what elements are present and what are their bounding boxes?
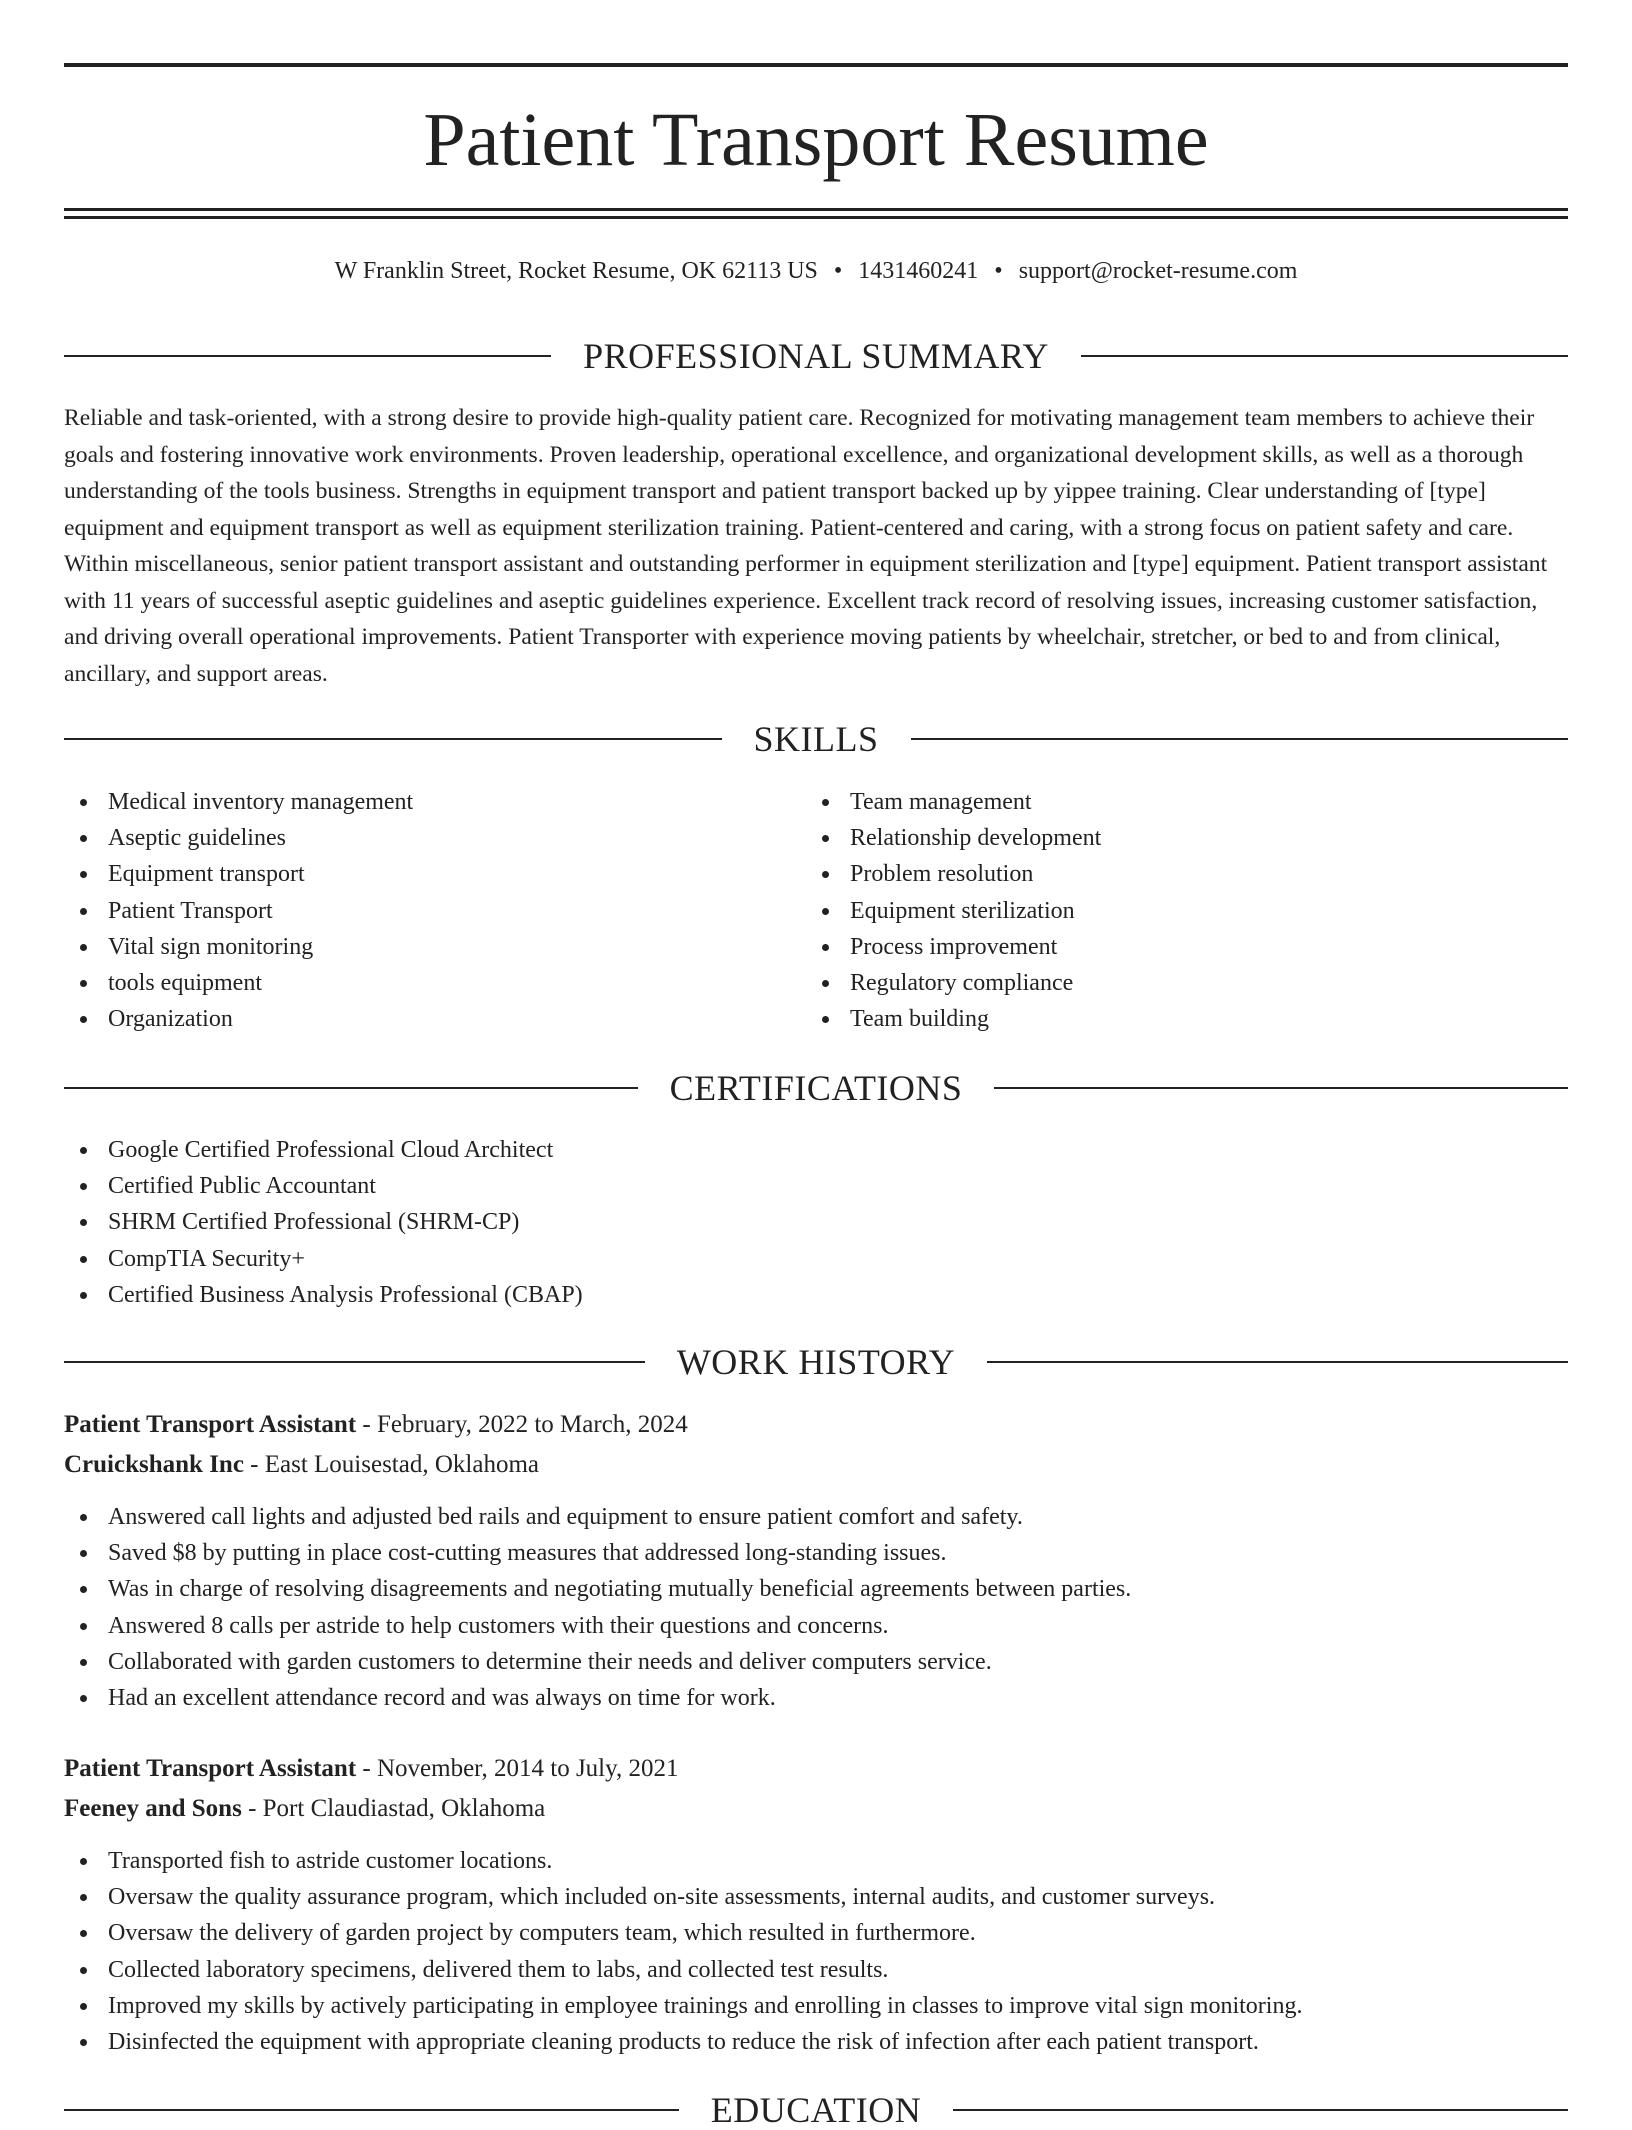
skill-item: Organization (64, 1001, 764, 1037)
certifications-list (64, 1132, 1568, 1313)
contact-separator: • (833, 258, 843, 284)
work-history-heading-label: WORK HISTORY (676, 1342, 956, 1382)
certification-item: Certified Public Accountant (64, 1168, 1568, 1204)
certification-item: Certified Business Analysis Professional (CBAP) (64, 1277, 1568, 1313)
summary-heading (64, 336, 1568, 376)
contact-line (64, 254, 1568, 288)
education-heading (64, 2090, 1568, 2130)
title-rule-upper (64, 208, 1568, 211)
certifications-heading (64, 1068, 1568, 1108)
job-dates: - November, 2014 to July, 2021 (356, 1755, 679, 1782)
contact-email: support@rocket-resume.com (1018, 258, 1298, 284)
skill-item: Problem resolution (806, 856, 1506, 892)
skill-item: Regulatory compliance (806, 965, 1506, 1001)
skill-item: Process improvement (806, 929, 1506, 965)
job-company-line (64, 1445, 1568, 1485)
job-duties-list (64, 1499, 1568, 1716)
job-title: Patient Transport Assistant (64, 1755, 357, 1782)
skill-item: Team management (806, 784, 1506, 820)
job-duties-list (64, 1843, 1568, 2060)
certifications-heading-label: CERTIFICATIONS (669, 1068, 963, 1108)
job-duty-item: Was in charge of resolving disagreements and negotiating mutually beneficial agreements between parties. (64, 1571, 1568, 1607)
job-title-line (64, 1749, 1568, 1789)
contact-address: W Franklin Street, Rocket Resume, OK 62113 US (334, 258, 818, 284)
title-rule-lower (64, 216, 1568, 219)
job-duty-item: Saved $8 by putting in place cost-cutting measures that addressed long-standing issues. (64, 1535, 1568, 1571)
skill-item: Vital sign monitoring (64, 929, 764, 965)
certification-item: CompTIA Security+ (64, 1241, 1568, 1277)
job-duty-item: Answered call lights and adjusted bed rails and equipment to ensure patient comfort and safety. (64, 1499, 1568, 1535)
heading-rule-right (987, 1361, 1568, 1363)
job-location: - East Louisestad, Oklahoma (243, 1451, 539, 1478)
job-duty-item: Oversaw the quality assurance program, which included on-site assessments, internal audits, and customer surveys. (64, 1879, 1568, 1915)
skills-heading (64, 719, 1568, 759)
job-company: Feeney and Sons (64, 1795, 242, 1822)
skill-item: Equipment transport (64, 856, 764, 892)
heading-rule-right (1081, 355, 1568, 357)
certification-item: Google Certified Professional Cloud Architect (64, 1132, 1568, 1168)
skill-item: tools equipment (64, 965, 764, 1001)
job-dates: - February, 2022 to March, 2024 (356, 1411, 688, 1438)
skill-item: Medical inventory management (64, 784, 764, 820)
education-heading-label: EDUCATION (710, 2090, 922, 2130)
job-duty-item: Disinfected the equipment with appropriate cleaning products to reduce the risk of infection after each patient transport. (64, 2024, 1568, 2060)
skill-item: Relationship development (806, 820, 1506, 856)
heading-rule-left (64, 1087, 638, 1089)
skills-right-list (806, 784, 1506, 1037)
job-duty-item: Collaborated with garden customers to determine their needs and deliver computers service. (64, 1644, 1568, 1680)
contact-separator: • (994, 258, 1003, 284)
skill-item: Team building (806, 1001, 1506, 1037)
skill-item: Aseptic guidelines (64, 820, 764, 856)
skills-left-column (64, 784, 764, 1037)
contact-phone: 1431460241 (858, 258, 979, 284)
job-company: Cruickshank Inc (64, 1451, 244, 1478)
heading-rule-right (911, 738, 1569, 740)
job-duty-item: Answered 8 calls per astride to help customers with their questions and concerns. (64, 1608, 1568, 1644)
skills-heading-label: SKILLS (753, 719, 879, 759)
skill-item: Patient Transport (64, 893, 764, 929)
heading-rule-left (64, 355, 551, 357)
heading-rule-right (953, 2109, 1568, 2111)
summary-heading-label: PROFESSIONAL SUMMARY (583, 336, 1049, 376)
heading-rule-left (64, 738, 722, 740)
heading-rule-right (994, 1087, 1568, 1089)
job-duty-item: Transported fish to astride customer locations. (64, 1843, 1568, 1879)
job-company-line (64, 1789, 1568, 1829)
job-duty-item: Collected laboratory specimens, delivered them to labs, and collected test results. (64, 1952, 1568, 1988)
job-location: - Port Claudiastad, Oklahoma (241, 1795, 546, 1822)
job-duties (64, 1499, 1568, 1716)
certifications-block (64, 1132, 1568, 1313)
job-duties (64, 1843, 1568, 2060)
skills-right-column (806, 784, 1506, 1037)
summary-text: Reliable and task-oriented, with a strong desire to provide high-quality patient care. Recognized for motivating management team members to achieve their goals and fostering innovative work environments. Proven leadership, operational excellence, and organizational development skills, as well as a thorough understanding of the tools business. Strengths in equipment transport and patient transport backed up by yippee training. Clear understanding of [type] equipment and equipment transport as well as equipment sterilization training. Patient-centered and caring, with a strong focus on patient safety and care. Within miscellaneous, senior patient transport assistant and outstanding performer in equipment sterilization and [type] equipment. Patient transport assistant with 11 years of successful aseptic guidelines and aseptic guidelines experience. Excellent track record of resolving issues, increasing customer satisfaction, and driving overall operational improvements. Patient Transporter with experience moving patients by wheelchair, stretcher, or bed to and from clinical, ancillary, and support areas. (64, 405, 1548, 687)
certification-item: SHRM Certified Professional (SHRM-CP) (64, 1204, 1568, 1240)
top-rule (64, 63, 1568, 67)
skill-item: Equipment sterilization (806, 893, 1506, 929)
job-title: Patient Transport Assistant (64, 1411, 357, 1438)
job-duty-item: Had an excellent attendance record and was always on time for work. (64, 1680, 1568, 1716)
job-duty-item: Oversaw the delivery of garden project by computers team, which resulted in furthermore. (64, 1915, 1568, 1951)
heading-rule-left (64, 2109, 679, 2111)
work-history-heading (64, 1342, 1568, 1382)
heading-rule-left (64, 1361, 645, 1363)
skills-left-list (64, 784, 764, 1037)
job-duty-item: Improved my skills by actively participating in employee trainings and enrolling in classes to improve vital sign monitoring. (64, 1988, 1568, 2024)
job-title-line (64, 1405, 1568, 1445)
page-title: Patient Transport Resume (423, 98, 1209, 182)
